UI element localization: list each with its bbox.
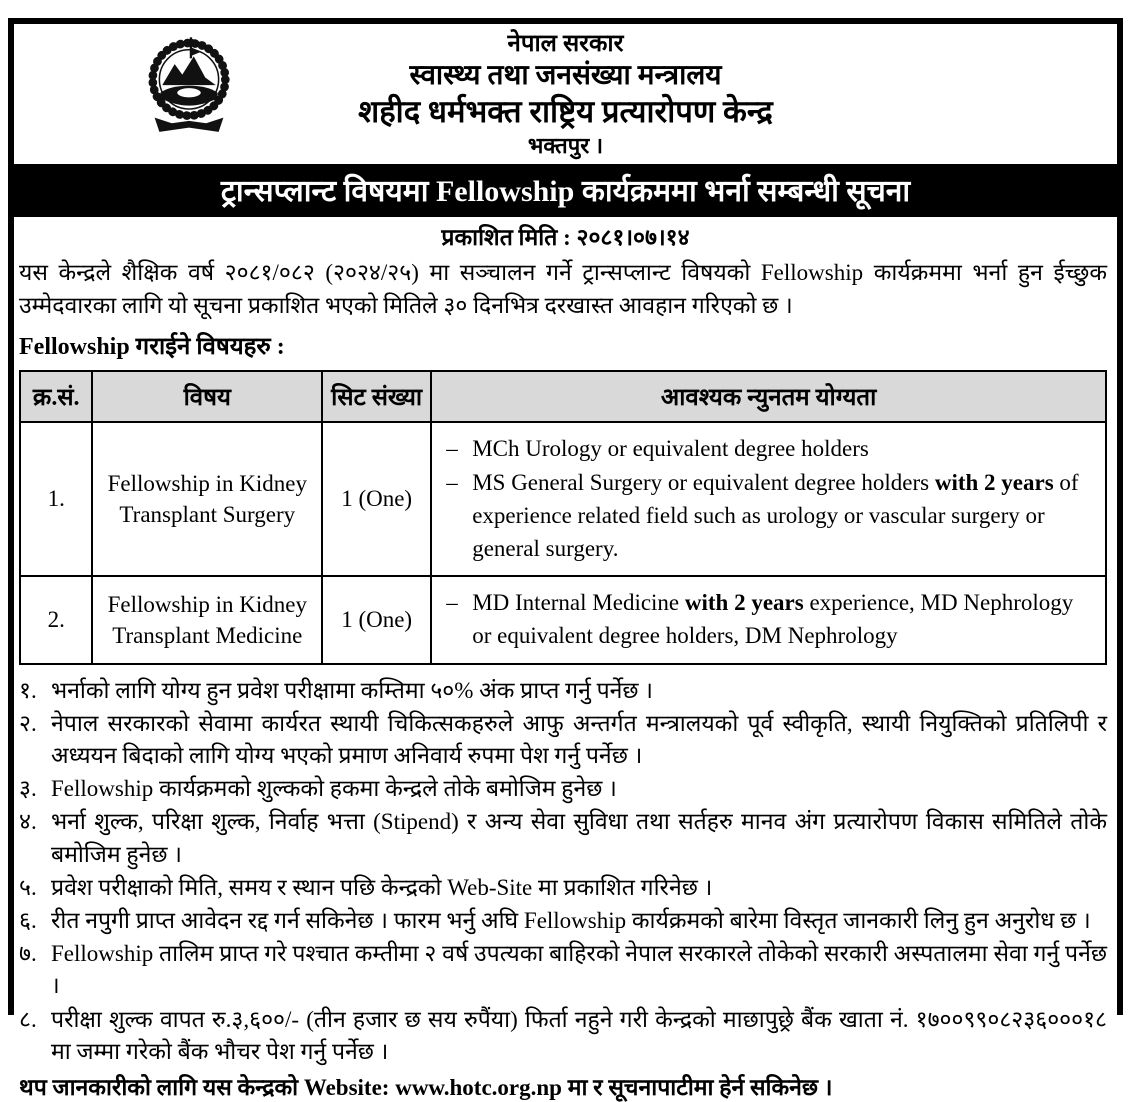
government-name: नेपाल सरकार <box>507 31 624 57</box>
qualification-text: MS General Surgery or equivalent degree holders with 2 years of experience related field such as urology or vascular surgery or general surgery. <box>472 470 1079 561</box>
note-number: १. <box>19 677 37 703</box>
note-number: ६. <box>19 907 37 933</box>
subjects-table <box>19 370 1107 665</box>
notes-list <box>19 675 1107 1068</box>
note-text: भर्ना शुल्क, परिक्षा शुल्क, निर्वाह भत्ता (Stipend) र अन्य सेवा सुविधा तथा सर्तहरु मानव अंग प्रत्यारोपण विकास समितिले तोके बमोजिम हुनेछ । <box>51 809 1107 867</box>
qualification-item <box>446 587 1099 652</box>
document-header <box>14 24 1117 164</box>
note-item <box>19 1004 1107 1068</box>
note-number: ७. <box>19 941 37 967</box>
intro-paragraph: यस केन्द्रले शैक्षिक वर्ष २०८१/०८२ (२०२४/२५) मा सञ्चालन गर्ने ट्रान्सप्लान्ट विषयको Fellowship कार्यक्रममा भर्ना हुन ईच्छुक उम्मेदवारका लागि यो सूचना प्रकाशित भएको मितिले ३० दिनभित्र दरखास्त आवहान गरिएको छ । <box>19 260 1107 319</box>
qualification-item <box>446 467 1099 565</box>
dash-bullet: – <box>446 435 458 461</box>
note-item <box>19 872 1107 904</box>
qualification-text: MD Internal Medicine with 2 years experience, MD Nephrology or equivalent degree holders, DM Nephrology <box>472 590 1074 648</box>
center-name: शहीद धर्मभक्त राष्ट्रिय प्रत्यारोपण केन्द्र <box>358 94 773 130</box>
note-number: ८. <box>19 1006 37 1032</box>
cell-serial-number: 1. <box>20 422 92 577</box>
published-date: प्रकाशित मिति : २०८१।०७।१४ <box>441 225 690 250</box>
note-item <box>19 938 1107 1002</box>
cell-subject: Fellowship in Kidney Transplant Medicine <box>92 576 322 663</box>
cell-seats: 1 (One) <box>322 576 431 663</box>
note-item <box>19 675 1107 707</box>
note-text: Fellowship तालिम प्राप्त गरे पश्चात कम्तीमा २ वर्ष उपत्यका बाहिरको नेपाल सरकारले तोकेको सरकारी अस्पतालमा सेवा गर्नु पर्नेछ । <box>51 941 1107 999</box>
cell-seats: 1 (One) <box>322 422 431 577</box>
note-number: २. <box>19 710 37 736</box>
note-number: ५. <box>19 874 37 900</box>
cell-subject: Fellowship in Kidney Transplant Surgery <box>92 422 322 577</box>
column-header: विषय <box>92 371 322 422</box>
note-item <box>19 708 1107 772</box>
location-name: भक्तपुर । <box>527 133 604 159</box>
note-text: नेपाल सरकारको सेवामा कार्यरत स्थायी चिकित्सकहरुले आफु अन्तर्गत मन्त्रालयको पूर्व स्वीकृति, स्थायी नियुक्तिको प्रतिलिपी र अध्ययन बिदाको लागि योग्य भएको प्रमाण अनिवार्य रुपमा पेश गर्नु पर्नेछ । <box>51 710 1107 768</box>
notice-body <box>14 256 1117 1102</box>
note-text: Fellowship कार्यक्रमको शुल्कको हकमा केन्द्रले तोके बमोजिम हुनेछ । <box>51 776 617 802</box>
dash-bullet: – <box>446 590 458 616</box>
table-row <box>20 576 1106 663</box>
notice-title-bar: ट्रान्सप्लान्ट विषयमा Fellowship कार्यक्रममा भर्ना सम्बन्धी सूचना <box>14 164 1117 217</box>
note-number: ३. <box>19 776 37 802</box>
notice-document <box>8 18 1123 1100</box>
note-text: रीत नपुगी प्राप्त आवेदन रद्द गर्न सकिनेछ । फारम भर्नु अघि Fellowship कार्यक्रमको बारेमा विस्तृत जानकारी लिनु हुन अनुरोध छ । <box>51 907 1091 933</box>
subjects-heading: Fellowship गराईने विषयहरु : <box>19 333 285 360</box>
note-item <box>19 905 1107 937</box>
dash-bullet: – <box>446 470 458 496</box>
column-header: सिट संख्या <box>322 371 431 422</box>
column-header: आवश्यक न्युनतम योग्यता <box>431 371 1106 422</box>
cell-serial-number: 2. <box>20 576 92 663</box>
qualification-item <box>446 433 1099 466</box>
subjects-table-body <box>20 422 1106 664</box>
cell-qualifications <box>431 422 1106 577</box>
ministry-name: स्वास्थ्य तथा जनसंख्या मन्त्रालय <box>409 60 722 92</box>
column-header: क्र.सं. <box>20 371 92 422</box>
note-text: प्रवेश परीक्षाको मिति, समय र स्थान पछि केन्द्रको Web-Site मा प्रकाशित गरिनेछ । <box>51 874 713 900</box>
subjects-table-header-row <box>20 371 1106 422</box>
note-number: ४. <box>19 809 37 835</box>
note-item <box>19 806 1107 870</box>
note-text: भर्नाको लागि योग्य हुन प्रवेश परीक्षामा कम्तिमा ५०% अंक प्राप्त गर्नु पर्नेछ । <box>51 677 654 703</box>
footer-note: थप जानकारीको लागि यस केन्द्रको Website: www.hotc.org.np मा र सूचनापाटीमा हेर्न सकिनेछ । <box>19 1074 833 1100</box>
table-row <box>20 422 1106 577</box>
nepal-emblem-icon <box>146 28 232 146</box>
note-item <box>19 773 1107 805</box>
note-text: परीक्षा शुल्क वापत रु.३,६००/- (तीन हजार छ सय रुपैंया) फिर्ता नहुने गरी केन्द्रको माछापुछ्रे बैंक खाता नं. १७००९९०८२३६०००१८ मा जम्मा गरेको बैंक भौचर पेश गर्नु पर्नेछ । <box>51 1006 1107 1064</box>
cell-qualifications <box>431 576 1106 663</box>
qualification-text: MCh Urology or equivalent degree holders <box>472 435 869 461</box>
